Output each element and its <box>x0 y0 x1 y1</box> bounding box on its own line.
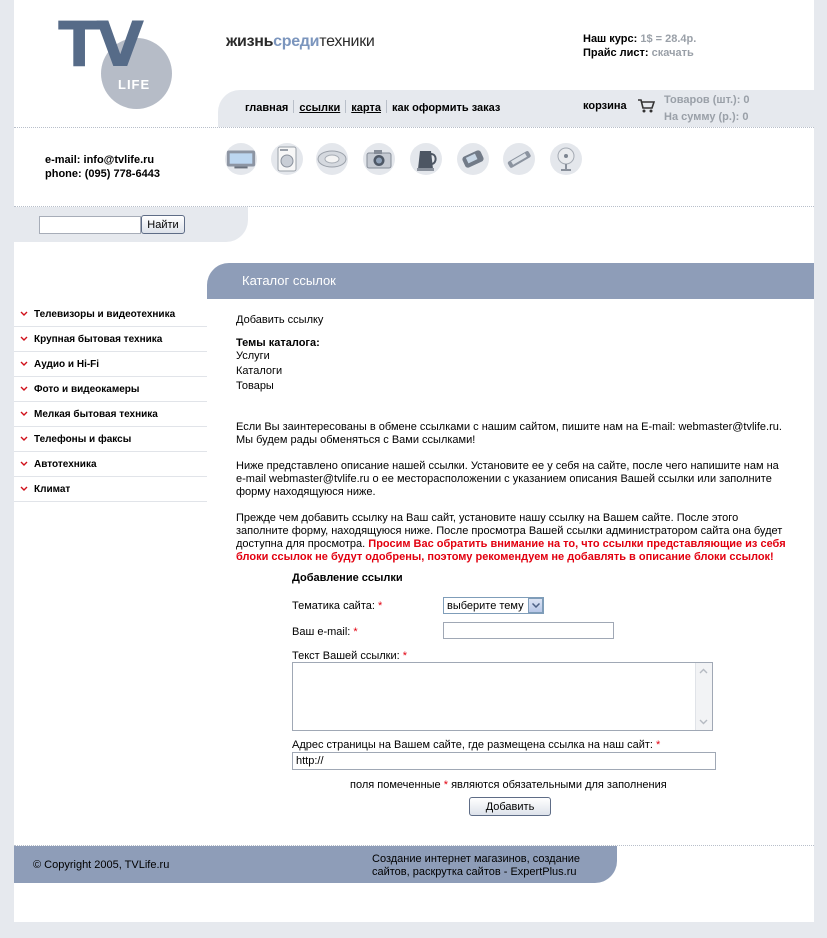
slogan-part3: техники <box>319 33 375 50</box>
nav-order[interactable]: как оформить заказ <box>391 102 501 114</box>
arrow-icon <box>14 436 34 442</box>
fan-icon[interactable] <box>550 143 582 175</box>
search-button[interactable]: Найти <box>141 215 185 234</box>
contact-email: e-mail: info@tvlife.ru <box>45 154 155 166</box>
arrow-icon <box>14 361 34 367</box>
logo-life: LIFE <box>118 77 151 92</box>
rules-paragraph <box>236 512 786 564</box>
text-line: форму находящуюся ниже. <box>236 486 376 498</box>
slogan-part1: жизнь <box>226 33 274 50</box>
required-mark: * <box>443 779 449 791</box>
rate-value: 1$ = 28.4р. <box>640 33 697 45</box>
contact-phone: phone: (095) 778-6443 <box>45 168 160 180</box>
scroll-up-icon[interactable] <box>699 667 708 676</box>
copyright: © Copyright 2005, TVLife.ru <box>33 859 170 871</box>
menu-item-photo[interactable] <box>14 377 207 402</box>
theme-label <box>292 600 382 612</box>
camera-icon[interactable] <box>363 143 395 175</box>
cart-info <box>664 92 750 126</box>
price-download-link[interactable]: скачать <box>651 47 694 59</box>
arrow-icon <box>14 386 34 392</box>
required-mark: * <box>377 600 383 612</box>
theme-select-value: выберите тему <box>447 599 524 612</box>
slogan-part2: среди <box>273 33 320 50</box>
menu-item-label: Аудио и Hi-Fi <box>34 358 100 370</box>
rate-block <box>583 32 696 60</box>
menu-item-label: Фото и видеокамеры <box>34 383 140 395</box>
arrow-icon <box>14 486 34 492</box>
text-line: Прежде чем добавить ссылку на Ваш сайт, установите нашу ссылку на Вашем сайте. После этого <box>236 512 739 524</box>
text-line: Ниже представлено описание нашей ссылки. Установите ее у себя на сайте, после чего напишите нам на <box>236 460 779 472</box>
text-line: Мы будем рады обменяться с Вами ссылками! <box>236 434 476 446</box>
slogan <box>226 33 375 51</box>
note-text: являются обязательными для заполнения <box>451 779 667 791</box>
link-text-label <box>292 650 407 662</box>
required-mark: * <box>402 650 408 662</box>
nav-links[interactable]: ссылки <box>299 102 341 114</box>
form-title: Добавление ссылки <box>292 572 403 584</box>
required-mark: * <box>353 626 358 638</box>
arrow-icon <box>14 336 34 342</box>
warning-text: блоки ссылок не будут одобрены, поэтому рекомендуем не добавлять в описание блоки ссылок! <box>236 551 774 563</box>
cart-sum: На сумму (р.): 0 <box>664 111 749 123</box>
scrollbar[interactable] <box>695 663 712 730</box>
required-note <box>350 779 667 791</box>
scroll-down-icon[interactable] <box>699 717 708 726</box>
footer-line: сайтов, раскрутка сайтов - ExpertPlus.ru <box>372 866 577 878</box>
topic-catalogs[interactable]: Каталоги <box>236 365 283 377</box>
logo-tv[interactable]: TV <box>58 8 141 81</box>
menu-item-label: Телефоны и факсы <box>34 433 132 445</box>
cart-link[interactable]: корзина <box>583 100 627 112</box>
menu-item-label: Мелкая бытовая техника <box>34 408 158 420</box>
submit-button[interactable]: Добавить <box>469 797 551 816</box>
price-label: Прайс лист: <box>583 47 649 59</box>
label-text: Тематика сайта: <box>292 600 375 612</box>
cart-items: Товаров (шт.): 0 <box>664 94 750 106</box>
email-label <box>292 626 358 638</box>
kettle-icon[interactable] <box>410 143 442 175</box>
text-line: заполните форму, находящуюся ниже. После просмотра Вашей ссылки администратором сайта она будет <box>236 525 783 537</box>
chevron-down-icon[interactable] <box>528 598 543 613</box>
menu-item-audio[interactable] <box>14 352 207 377</box>
nav-separator <box>293 100 294 113</box>
menu-item-climate[interactable] <box>14 477 207 502</box>
nav-separator <box>386 100 387 113</box>
menu-item-auto[interactable] <box>14 452 207 477</box>
menu-item-label: Климат <box>34 483 71 495</box>
arrow-icon <box>14 411 34 417</box>
nav-map[interactable]: карта <box>351 102 381 114</box>
nav-separator <box>345 100 346 113</box>
topic-services[interactable]: Услуги <box>236 350 270 362</box>
menu-item-large-appliances[interactable] <box>14 327 207 352</box>
description-paragraph <box>236 460 779 499</box>
text-line: доступна для просмотра. <box>236 538 366 550</box>
menu-item-small-appliances[interactable] <box>14 402 207 427</box>
text-line: Если Вы заинтересованы в обмене ссылками с нашим сайтом, пишите нам на E-mail: webmaster@tvlife.ru. <box>236 421 782 433</box>
topic-goods[interactable]: Товары <box>236 380 274 392</box>
footer-credits[interactable] <box>372 853 580 879</box>
player-icon[interactable] <box>316 143 348 175</box>
warning-text: Просим Вас обратить внимание на то, что ссылки представляющие из себя <box>368 538 786 550</box>
url-input[interactable] <box>292 752 716 770</box>
menu-item-label: Телевизоры и видеотехника <box>34 308 176 320</box>
menu-item-label: Крупная бытовая техника <box>34 333 163 345</box>
footer-line: Создание интернет магазинов, создание <box>372 853 581 865</box>
topics-title: Темы каталога: <box>236 337 320 349</box>
search-input[interactable] <box>39 216 141 234</box>
category-menu <box>14 302 207 502</box>
email-field[interactable] <box>443 622 614 639</box>
tv-icon[interactable] <box>225 143 257 175</box>
menu-item-label: Автотехника <box>34 458 97 470</box>
phone-icon[interactable] <box>457 143 489 175</box>
menu-item-phones[interactable] <box>14 427 207 452</box>
cart-icon[interactable] <box>637 98 655 116</box>
divider <box>14 127 814 128</box>
theme-select[interactable] <box>443 597 544 614</box>
text-line: e-mail webmaster@tvlife.ru о ее месторасположении с указанием описания Вашей ссылки или заполните <box>236 473 772 485</box>
intro-paragraph <box>236 421 782 447</box>
arrow-icon <box>14 311 34 317</box>
label-text: Адрес страницы на Вашем сайте, где размещена ссылка на наш сайт: <box>292 739 653 751</box>
catalog-title: Каталог ссылок <box>242 273 336 288</box>
page <box>14 0 814 922</box>
add-link-link[interactable]: Добавить ссылку <box>236 314 324 326</box>
menu-item-tv[interactable] <box>14 302 207 327</box>
rate-label: Наш курс: <box>583 33 638 45</box>
main-nav <box>245 100 500 114</box>
washer-icon[interactable] <box>271 143 303 175</box>
car-icon[interactable] <box>503 143 535 175</box>
arrow-icon <box>14 461 34 467</box>
required-mark: * <box>656 739 661 751</box>
note-text: поля помеченные <box>350 779 441 791</box>
contact-block <box>45 153 160 181</box>
label-text: Текст Вашей ссылки: <box>292 650 400 662</box>
link-text-area[interactable] <box>292 662 713 731</box>
url-label <box>292 739 660 751</box>
nav-home[interactable]: главная <box>245 102 289 114</box>
label-text: Ваш e-mail: <box>292 626 351 638</box>
